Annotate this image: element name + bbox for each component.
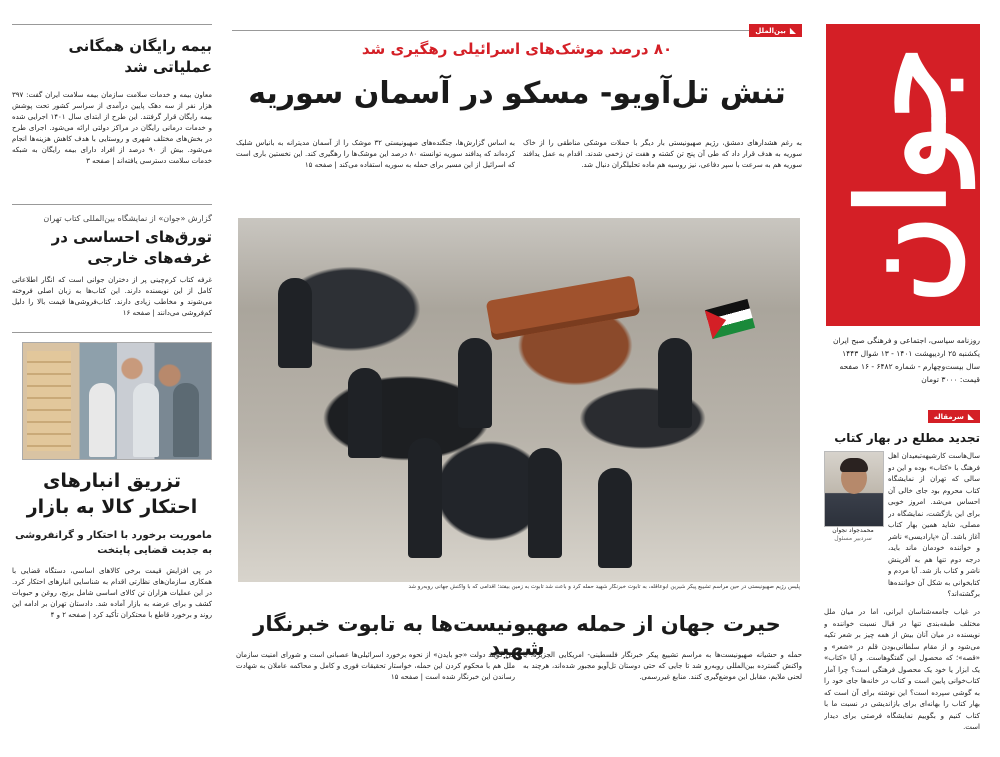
left-column <box>12 0 212 721</box>
figure-shape <box>348 368 382 458</box>
main-headline[interactable]: تنش تل‌آویو- مسکو در آسمان سوریه <box>248 76 786 111</box>
main-story-column <box>232 0 802 721</box>
story-hoarding <box>12 468 212 666</box>
masthead-info <box>826 334 980 386</box>
person-shape <box>173 383 199 457</box>
story-title[interactable]: بیمه رایگان همگانی عملیاتی شد <box>68 37 212 76</box>
editorial-body-wrap <box>824 451 980 603</box>
section-tag <box>749 24 802 37</box>
bottom-columns <box>236 650 802 710</box>
second-headline[interactable]: حیرت جهان از حمله صهیونیست‌ها به تابوت خبرنگار شهید <box>253 612 781 660</box>
lead-columns <box>236 138 802 204</box>
masthead-column <box>822 0 1000 731</box>
masthead-issue: سال بیست‌وچهارم - شماره ۶۴۸۲ - ۱۶ صفحه <box>839 362 980 371</box>
masthead-price: قیمت: ۳۰۰۰ تومان <box>921 375 980 384</box>
person-shape <box>133 383 159 457</box>
editorial-body-wide: در غیاب جامعه‌شناسان ایرانی، اما در میان ملل مختلف طبقه‌بندی تنها در قبال نسبت خواننده و نویسنده در میان آنان بیش از همه چیز بر شعر تکیه می‌شود و از مقام سلطانی‌بودن قلم در «شعر» و «قصه»؛ که محصول این گفتگوهاست. و آیا «کتاب» یک ابزار یا خود یک محصول فرهنگی است؟ چرا آمار کتاب‌خوانی پایین است و کتاب در خانه‌ها جای خود را به گوشی سپرده است؟ این نوشته برای آن است که بهار کتاب را بهانه‌ای برای بازاندیشی در نسبت ما با کتاب کنیم و بگوییم نمایشگاه فرصتی برای دیدار است. <box>824 608 980 731</box>
bottom-text-left: می گویند دولت «جو بایدن» از نحوه برخورد اسرائیلی‌ها عصبانی است و شورای امنیت سازمان ملل هم با محکوم کردن این حمله، خواستار تحقیقات فوری و کامل و محاکمه عاملان به شهادت رساندن این خبرنگار شده است | صفحه ۱۵ <box>236 651 515 681</box>
figure-shape <box>658 338 692 428</box>
editorial-tag <box>928 410 980 423</box>
lead-text-left: به اساس گزارش‌ها، جنگنده‌های صهیونیستی ۳۲ موشک را از آسمان مدیترانه به بانیاس شلیک کرده‌اند که پدافند سوریه توانسته ۸۰ درصد این موشک‌ها را رهگیری کند. این نخستین باری است که اسرائیل از این مسیر برای حمله به سوریه استفاده می‌کند | صفحه ۱۵ <box>236 139 515 169</box>
masthead-date: یکشنبه ۲۵ اردیبهشت ۱۴۰۱ - ۱۳ شوال ۱۴۴۳ <box>842 349 980 358</box>
editorial-title[interactable]: تجدید مطلع در بهار کتاب <box>834 431 980 445</box>
editorial-section <box>824 404 980 757</box>
story-book-fair <box>12 214 212 331</box>
editorial-body-narrow: سال‌هاست کارشیهه‌تبعیدان اهل فرهنگ با «کتاب» بوده و این دو سالی که تهران از نمایشگاه کتاب محروم بود جای خالی آن احساس می‌شد. امروز خوبی برای این بازگشت، نمایشگاه در مصلی، شاید همین بهار کتاب آغاز باشد. آن «پارادیسی» ناشر و خواننده خودمان ماند باید، درجه دوم تنها هم به آفرینش ناشر و کتاب باز شد. آیا مردم و کتابخوانی به شکل آن خواننده‌ها برگشته‌اند؟ <box>888 452 980 598</box>
photo-caption: پلیس رژیم صهیونیستی در حین مراسم تشییع پیکر شیرین ابوعاقله، به تابوت خبرنگار شهید حمله کرد و باعث شد تابوت به زمین بیفتد؛ اقدامی که با واکنش جهانی روبه‌رو شد <box>408 584 800 590</box>
story-body: غرفه کتاب کرم‌چینی پر از دختران جوانی است که انگار اطلاعاتی کامل از این نویسنده دارند. این کتاب‌ها به زبان اصلی فروخته می‌شوند و مخاطب زیادی دارند. کتاب‌فروشی‌ها قیمت بالا را دلیل کم‌فروشی می‌دانند | صفحه ۱۶ <box>12 276 212 317</box>
sacks-shape <box>27 351 71 451</box>
story-free-insurance <box>12 36 212 200</box>
figure-shape <box>528 448 562 558</box>
palestine-flag-icon <box>705 299 755 339</box>
story-body: معاون بیمه و خدمات سلامت سازمان بیمه سلامت ایران گفت: ۳۹۷ هزار نفر از سه دهک پایین درآمدی از سراسر کشور تحت پوشش بیمه رایگان قرار گرفتند. این طرح از ابتدای سال ۱۴۰۱ اجرایی شده و خدمات درمانی رایگان در مراکز دولتی ارائه می‌شود. اجرای طرح در بخش‌های مختلف شهری و روستایی با هدف کاهش هزینه‌ها انجام می‌شود. بیش از ۹۰ درصد از افراد دارای بیمه رایگان به شبکه خدمات سلامت دسترسی یافته‌اند | صفحه ۳ <box>12 91 212 165</box>
story-subtitle-2: به جدیت قضایی پایتخت <box>97 545 212 556</box>
warehouse-photo <box>22 342 212 460</box>
main-photo <box>238 218 800 582</box>
masthead-info-line: روزنامه سیاسی، اجتماعی و فرهنگی صبح ایران <box>832 336 980 345</box>
lead-text-right: به رغم هشدارهای دمشق، رژیم صهیونیستی بار دیگر با حملات موشکی مناطقی را از خاک سوریه به هدف قرار داد که طی آن پنج تن کشته و هفت تن زخمی شدند. اقدام به عمل یدافند سوریه هم به سرعت با سپر دفاعی، نیز روسیه هم ماده تحلیلگران دنبال شد. <box>523 139 802 169</box>
coffin-shape <box>486 275 641 340</box>
arrow-icon: ◣ <box>789 26 796 35</box>
author-role: سردبیر مسئول <box>834 535 872 542</box>
logo-text: جوان <box>832 46 973 304</box>
main-kicker: ۸۰ درصد موشک‌های اسرائیلی رهگیری شد <box>361 40 673 58</box>
arrow-icon: ◣ <box>967 412 974 421</box>
author-caption <box>824 527 882 543</box>
figure-shape <box>408 438 442 558</box>
story-body: در پی افزایش قیمت برخی کالاهای اساسی، دستگاه قضایی با همکاری سازمان‌های نظارتی اقدام به شناسایی انبارهای احتکار کرد. در این عملیات هزاران تن کالای اساسی شامل برنج، روغن و حبوبات کشف و برای عرضه به بازار آماده شد. دادستان تهران بر ادامه این روند و برخورد قاطع با محتکران تأکید کرد | صفحه ۲ و ۴ <box>12 567 212 619</box>
bottom-text-right: حمله و حشیانه صهیونیست‌ها به مراسم تشییع پیکر خبرنگار فلسطینی- امریکایی الجزیره، با واکنش گسترده بین‌المللی روبه‌رو شد تا جایی که حتی دوستان تل‌آویو مجبور شده‌اند، هرچند به لحنی ملایم، مقابل این موضع‌گیری کنند. منابع غیررسمی. <box>523 651 802 681</box>
author-name: محمدجواد نجوان <box>832 527 874 534</box>
person-shape <box>89 383 115 457</box>
masthead-logo <box>826 24 980 326</box>
author-photo <box>824 451 884 527</box>
story-kicker: گزارش «جوان» از نمایشگاه بین‌المللی کتاب تهران <box>43 214 212 223</box>
figure-shape <box>278 278 312 368</box>
story-title[interactable]: تورق‌های احساسی در غرفه‌های خارجی <box>51 228 212 267</box>
section-tag-label: بین‌الملل <box>755 26 786 35</box>
editorial-tag-label: سرمقاله <box>933 412 964 421</box>
story-title[interactable]: تزریق انبارهای احتکار کالا به بازار <box>26 470 198 518</box>
figure-shape <box>598 468 632 568</box>
figure-shape <box>458 338 492 428</box>
story-subtitle: ماموریت برخورد با احتکار و گرانفروشی <box>15 530 212 541</box>
author-hair-icon <box>840 458 868 472</box>
